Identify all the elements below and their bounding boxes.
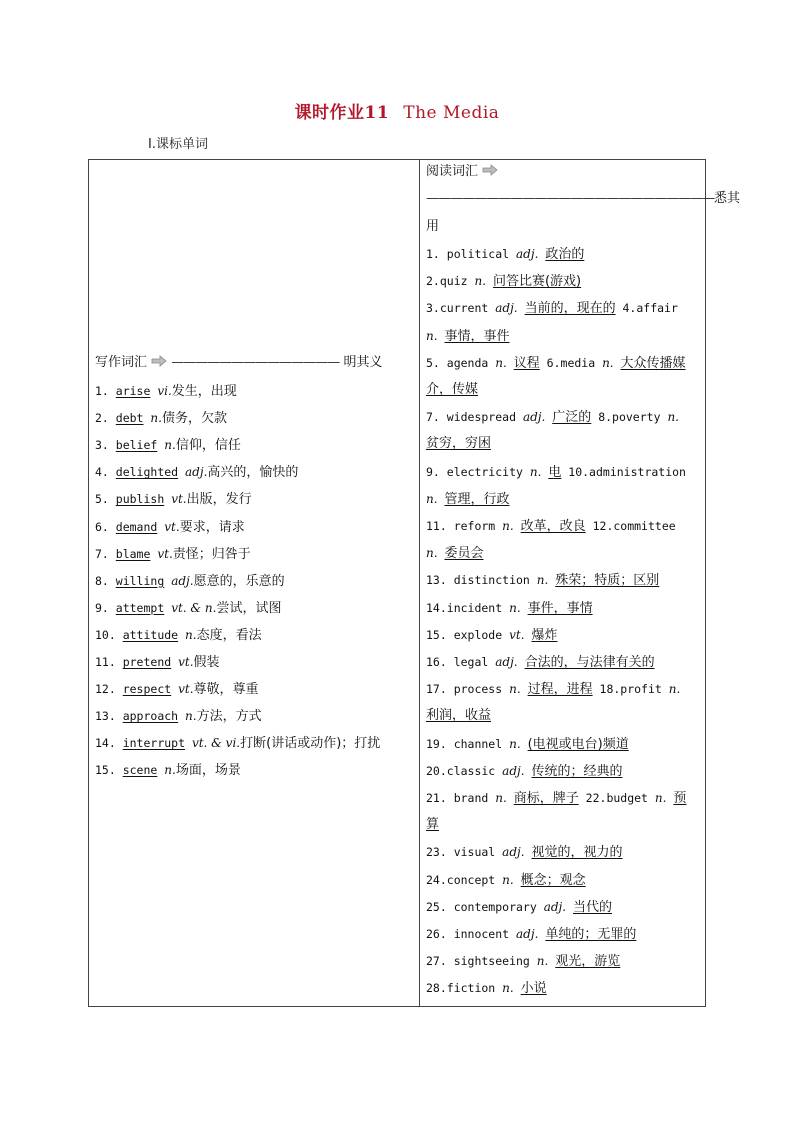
writing-vocab-item: [95, 653, 220, 672]
reading-vocab-line: [426, 517, 676, 536]
part-of-speech: adj.: [502, 763, 525, 778]
item-number: 5.: [95, 492, 116, 507]
part-of-speech: n.: [495, 791, 507, 805]
part-of-speech: n.: [502, 981, 514, 996]
part-of-speech: n.: [536, 573, 549, 588]
page-title: [0, 98, 794, 123]
answer-text: 介，传媒: [426, 382, 479, 397]
part-of-speech: adj.: [502, 845, 525, 860]
part-of-speech: adj.: [516, 927, 539, 941]
writing-vocab-item: [95, 599, 281, 618]
vocab-text: 7. widespread: [426, 410, 523, 425]
writing-vocab-item: [95, 761, 241, 780]
item-pos: vt.: [178, 682, 194, 697]
reading-vocab-line: [426, 463, 686, 482]
reading-vocab-line: [426, 816, 439, 834]
vocab-text: 21. brand: [426, 791, 496, 805]
part-of-speech: n.: [529, 464, 542, 479]
reading-vocab-line: [426, 707, 491, 725]
writing-vocab-item: [95, 572, 285, 591]
reading-vocab-header-line: [426, 190, 740, 208]
item-number: 10.: [95, 627, 123, 642]
item-definition: 出版，发行: [186, 492, 252, 508]
part-of-speech: n.: [536, 954, 549, 969]
part-of-speech: n.: [474, 274, 487, 289]
column-divider: [419, 160, 420, 1006]
writing-vocab-item: [95, 707, 262, 726]
vocab-text: 24.concept: [426, 872, 503, 887]
writing-vocab-item: [95, 734, 380, 753]
answer-text: 视觉的，视力的: [531, 845, 623, 861]
answer-text: 殊荣；特质；区别: [555, 573, 660, 589]
vocab-text: 1. political: [426, 247, 517, 261]
reading-vocab-line: [426, 680, 680, 699]
item-space: [185, 736, 192, 750]
item-word: attempt: [115, 600, 165, 615]
item-word: scene: [122, 763, 158, 778]
part-of-speech: n.: [502, 872, 514, 887]
answer-text: (电视或电台)频道: [527, 736, 629, 752]
vocab-text: 9. electricity: [426, 464, 530, 479]
vocab-text: [507, 356, 514, 370]
answer-text: 单纯的；无罪的: [545, 927, 637, 942]
item-word: delighted: [115, 465, 179, 480]
part-of-speech: adj.: [495, 655, 518, 669]
title-cn: 课时作业11: [294, 103, 390, 123]
vocab-text: [514, 873, 521, 887]
answer-text: 过程，进程: [527, 682, 593, 698]
item-pos: vt.: [157, 546, 173, 561]
writing-vocab-label: 写作词汇: [95, 355, 148, 370]
answer-text: 问答比赛(游戏): [492, 274, 582, 290]
item-definition: 尝试，试图: [216, 600, 282, 616]
item-pos: vt.: [171, 492, 187, 507]
answer-text: 事情，事件: [444, 328, 510, 344]
answer-text: 利润，收益: [426, 708, 492, 724]
part-of-speech: n.: [667, 410, 679, 425]
vocab-text: [521, 682, 528, 696]
writing-vocab-item: [95, 436, 241, 455]
arrow-right-icon: [482, 164, 498, 176]
answer-text: 传统的；经典的: [531, 763, 623, 779]
writing-vocab-item: [95, 545, 251, 564]
item-definition: 高兴的，愉快的: [207, 465, 299, 481]
item-number: 6.: [95, 519, 116, 534]
item-number: 14.: [95, 736, 123, 751]
vocab-text: [521, 737, 528, 751]
item-definition: 尊敬，尊重: [193, 682, 259, 698]
vocab-text: [514, 981, 521, 995]
item-word: blame: [115, 546, 151, 561]
part-of-speech: adj.: [543, 899, 567, 914]
vocab-text: 14.incident: [426, 600, 510, 615]
item-word: publish: [115, 492, 165, 507]
item-number: 9.: [95, 600, 116, 615]
vocab-text: 15. explode: [426, 627, 510, 642]
item-definition: 发生，出现: [171, 384, 237, 399]
part-of-speech: n.: [509, 736, 521, 751]
item-word: debt: [115, 411, 144, 426]
item-definition: 假装: [193, 655, 220, 670]
part-of-speech: n.: [426, 491, 438, 506]
answer-text: 改革，改良: [520, 519, 586, 534]
vocab-text: 8.poverty: [591, 410, 668, 425]
part-of-speech: n.: [426, 328, 438, 343]
answer-text: 当前的，现在的: [524, 301, 616, 317]
reading-vocab-line: [426, 843, 623, 862]
part-of-speech: adj.: [495, 301, 518, 316]
reading-vocab-header: [426, 163, 498, 181]
vocab-text: [566, 900, 573, 914]
answer-text: 管理，行政: [444, 491, 510, 507]
reading-vocab-line: [426, 435, 491, 453]
item-number: 1.: [95, 384, 116, 398]
item-definition: 要求，请求: [179, 519, 245, 535]
reading-vocab-line: [426, 789, 686, 808]
item-definition: 方法，方式: [196, 709, 262, 725]
vocab-text: 27. sightseeing: [426, 954, 537, 969]
reading-vocab-line: [426, 272, 581, 291]
vocab-text: 18.profit: [592, 682, 669, 697]
writing-vocab-suffix: 明其义: [343, 355, 383, 370]
item-pos: vt. & vi.: [191, 736, 241, 751]
reading-vocab-line: [426, 381, 478, 399]
reading-vocab-line: [426, 762, 623, 781]
answer-text: 概念；观念: [520, 872, 586, 888]
item-word: demand: [115, 519, 158, 534]
item-number: 15.: [95, 763, 123, 778]
vocab-text: [518, 655, 525, 669]
reading-vocab-line: [426, 952, 620, 971]
vocab-text: 11. reform: [426, 519, 503, 533]
item-pos: n.: [164, 438, 176, 453]
vocab-text: [518, 301, 525, 315]
writing-vocab-item: [95, 409, 227, 428]
item-number: 2.: [95, 411, 116, 426]
writing-vocab-item: [95, 463, 298, 482]
reading-vocab-line: [426, 245, 584, 264]
part-of-speech: n.: [668, 682, 681, 697]
vocab-text: 3.current: [426, 301, 496, 316]
vocab-text: [614, 356, 621, 370]
vocab-text: [507, 791, 514, 805]
reading-vocab-line: [426, 626, 557, 645]
reading-vocab-line: [426, 544, 484, 563]
item-pos: vt. & n.: [171, 600, 217, 615]
item-word: interrupt: [122, 736, 186, 751]
answer-text: 商标，牌子: [513, 791, 579, 806]
reading-vocab-line: [426, 354, 686, 373]
item-space: [178, 709, 185, 723]
reading-vocab-line: [426, 599, 593, 618]
item-word: belief: [115, 438, 158, 453]
answer-text: 事件，事情: [527, 600, 593, 616]
item-pos: n.: [164, 763, 176, 778]
reading-vocab-line: [426, 979, 547, 998]
answer-text: 委员会: [444, 546, 484, 562]
reading-vocab-line: [426, 327, 510, 346]
item-space: [178, 628, 185, 642]
reading-vocab-line: [426, 299, 678, 318]
reading-vocab-line: [426, 735, 629, 754]
item-word: willing: [115, 573, 165, 588]
item-number: 13.: [95, 709, 123, 724]
answer-text: 小说: [520, 981, 547, 997]
part-of-speech: n.: [654, 791, 667, 805]
arrow-right-icon: [151, 355, 167, 367]
reading-vocab-line: [426, 571, 659, 590]
vocab-text: 17. process: [426, 682, 510, 697]
item-number: 11.: [95, 655, 123, 669]
item-pos: n.: [185, 627, 197, 642]
item-definition: 信仰，信任: [175, 438, 241, 454]
item-number: 7.: [95, 546, 116, 561]
item-pos: vt.: [164, 519, 180, 534]
item-word: arise: [115, 384, 151, 398]
item-definition: 愿意的，乐意的: [193, 573, 285, 589]
item-number: 4.: [95, 465, 116, 480]
vocab-text: 20.classic: [426, 763, 503, 778]
answer-text: 议程: [513, 355, 540, 371]
vocab-text: 13. distinction: [426, 573, 537, 588]
item-definition: 债务，欠款: [161, 411, 227, 427]
item-definition: 打断(讲话或动作)；打扰: [240, 736, 381, 752]
section-heading: Ⅰ.课标单词: [148, 137, 208, 152]
reading-vocab-line: [426, 871, 586, 890]
answer-text: 政治的: [545, 247, 585, 262]
part-of-speech: adj.: [516, 247, 539, 261]
reading-vocab-suffix: 悉其: [714, 191, 741, 206]
reading-vocab-line: [426, 925, 636, 944]
answer-text: 预: [673, 791, 687, 806]
reading-vocab-label: 阅读词汇: [426, 164, 479, 179]
part-of-speech: n.: [495, 355, 507, 370]
item-pos: vt.: [178, 655, 194, 669]
reading-vocab-header-cont: 用: [426, 219, 440, 234]
writing-vocab-item: [95, 680, 259, 699]
vocab-text: 23. visual: [426, 845, 503, 860]
item-space: [178, 465, 185, 479]
vocab-text: 28.fiction: [426, 981, 503, 996]
item-word: pretend: [122, 655, 172, 669]
vocab-text: 5. agenda: [426, 355, 496, 370]
item-number: 12.: [95, 682, 123, 697]
writing-vocab-item: [95, 518, 245, 537]
item-word: respect: [122, 682, 172, 697]
writing-vocab-item: [95, 626, 262, 645]
part-of-speech: n.: [426, 546, 438, 561]
answer-text: 算: [426, 817, 440, 833]
item-definition: 责怪；归咎于: [172, 546, 251, 562]
writing-vocab-item: [95, 490, 252, 509]
item-number: 8.: [95, 573, 116, 588]
reading-vocab-line: [426, 490, 510, 509]
item-definition: 态度，看法: [196, 627, 262, 643]
part-of-speech: n.: [509, 682, 521, 697]
vocab-text: 19. channel: [426, 736, 510, 751]
part-of-speech: n.: [602, 355, 614, 370]
item-pos: adj.: [171, 573, 194, 588]
vocab-text: 4.affair: [615, 301, 678, 316]
title-en: The Media: [403, 103, 500, 123]
vocab-text: [514, 519, 521, 533]
answer-text: 广泛的: [552, 410, 592, 426]
part-of-speech: n.: [509, 600, 521, 615]
vocab-text: 2.quiz: [426, 274, 475, 289]
vocab-text: 26. innocent: [426, 927, 517, 941]
reading-vocab-line: [426, 653, 655, 672]
item-pos: adj.: [185, 465, 208, 480]
vocab-text: 12.committee: [585, 519, 676, 533]
item-word: attitude: [122, 627, 179, 642]
vocab-text: 22.budget: [578, 791, 655, 805]
item-definition: 场面，场景: [175, 763, 241, 779]
fill-line: ——————————————: [171, 355, 340, 370]
item-pos: n.: [185, 709, 197, 724]
part-of-speech: n.: [502, 519, 514, 533]
reading-vocab-line: [426, 408, 679, 427]
answer-text: 大众传播媒: [620, 355, 686, 371]
answer-text: 当代的: [573, 899, 613, 915]
answer-text: 电: [548, 464, 562, 480]
writing-vocab-item: [95, 382, 237, 401]
answer-text: 合法的，与法律有关的: [524, 655, 655, 670]
item-number: 3.: [95, 438, 116, 453]
fill-line: ————————————————————————: [426, 191, 714, 206]
writing-vocab-header: [95, 354, 382, 372]
item-pos: n.: [150, 411, 162, 426]
vocab-text: 6.media: [539, 355, 603, 370]
vocab-table: [88, 159, 741, 1007]
vocab-text: 10.administration: [561, 464, 686, 479]
reading-vocab-line: [426, 898, 612, 917]
answer-text: 观光，游览: [555, 954, 621, 970]
item-pos: vi.: [157, 384, 172, 398]
vocab-text: [486, 274, 493, 288]
item-word: approach: [122, 709, 179, 724]
part-of-speech: adj.: [522, 410, 546, 425]
answer-text: 贫穷，穷困: [426, 436, 492, 452]
vocab-text: 16. legal: [426, 655, 496, 669]
vocab-text: 25. contemporary: [426, 899, 544, 914]
part-of-speech: vt.: [509, 627, 525, 642]
answer-text: 爆炸: [531, 627, 558, 643]
vocab-text: [521, 601, 528, 615]
